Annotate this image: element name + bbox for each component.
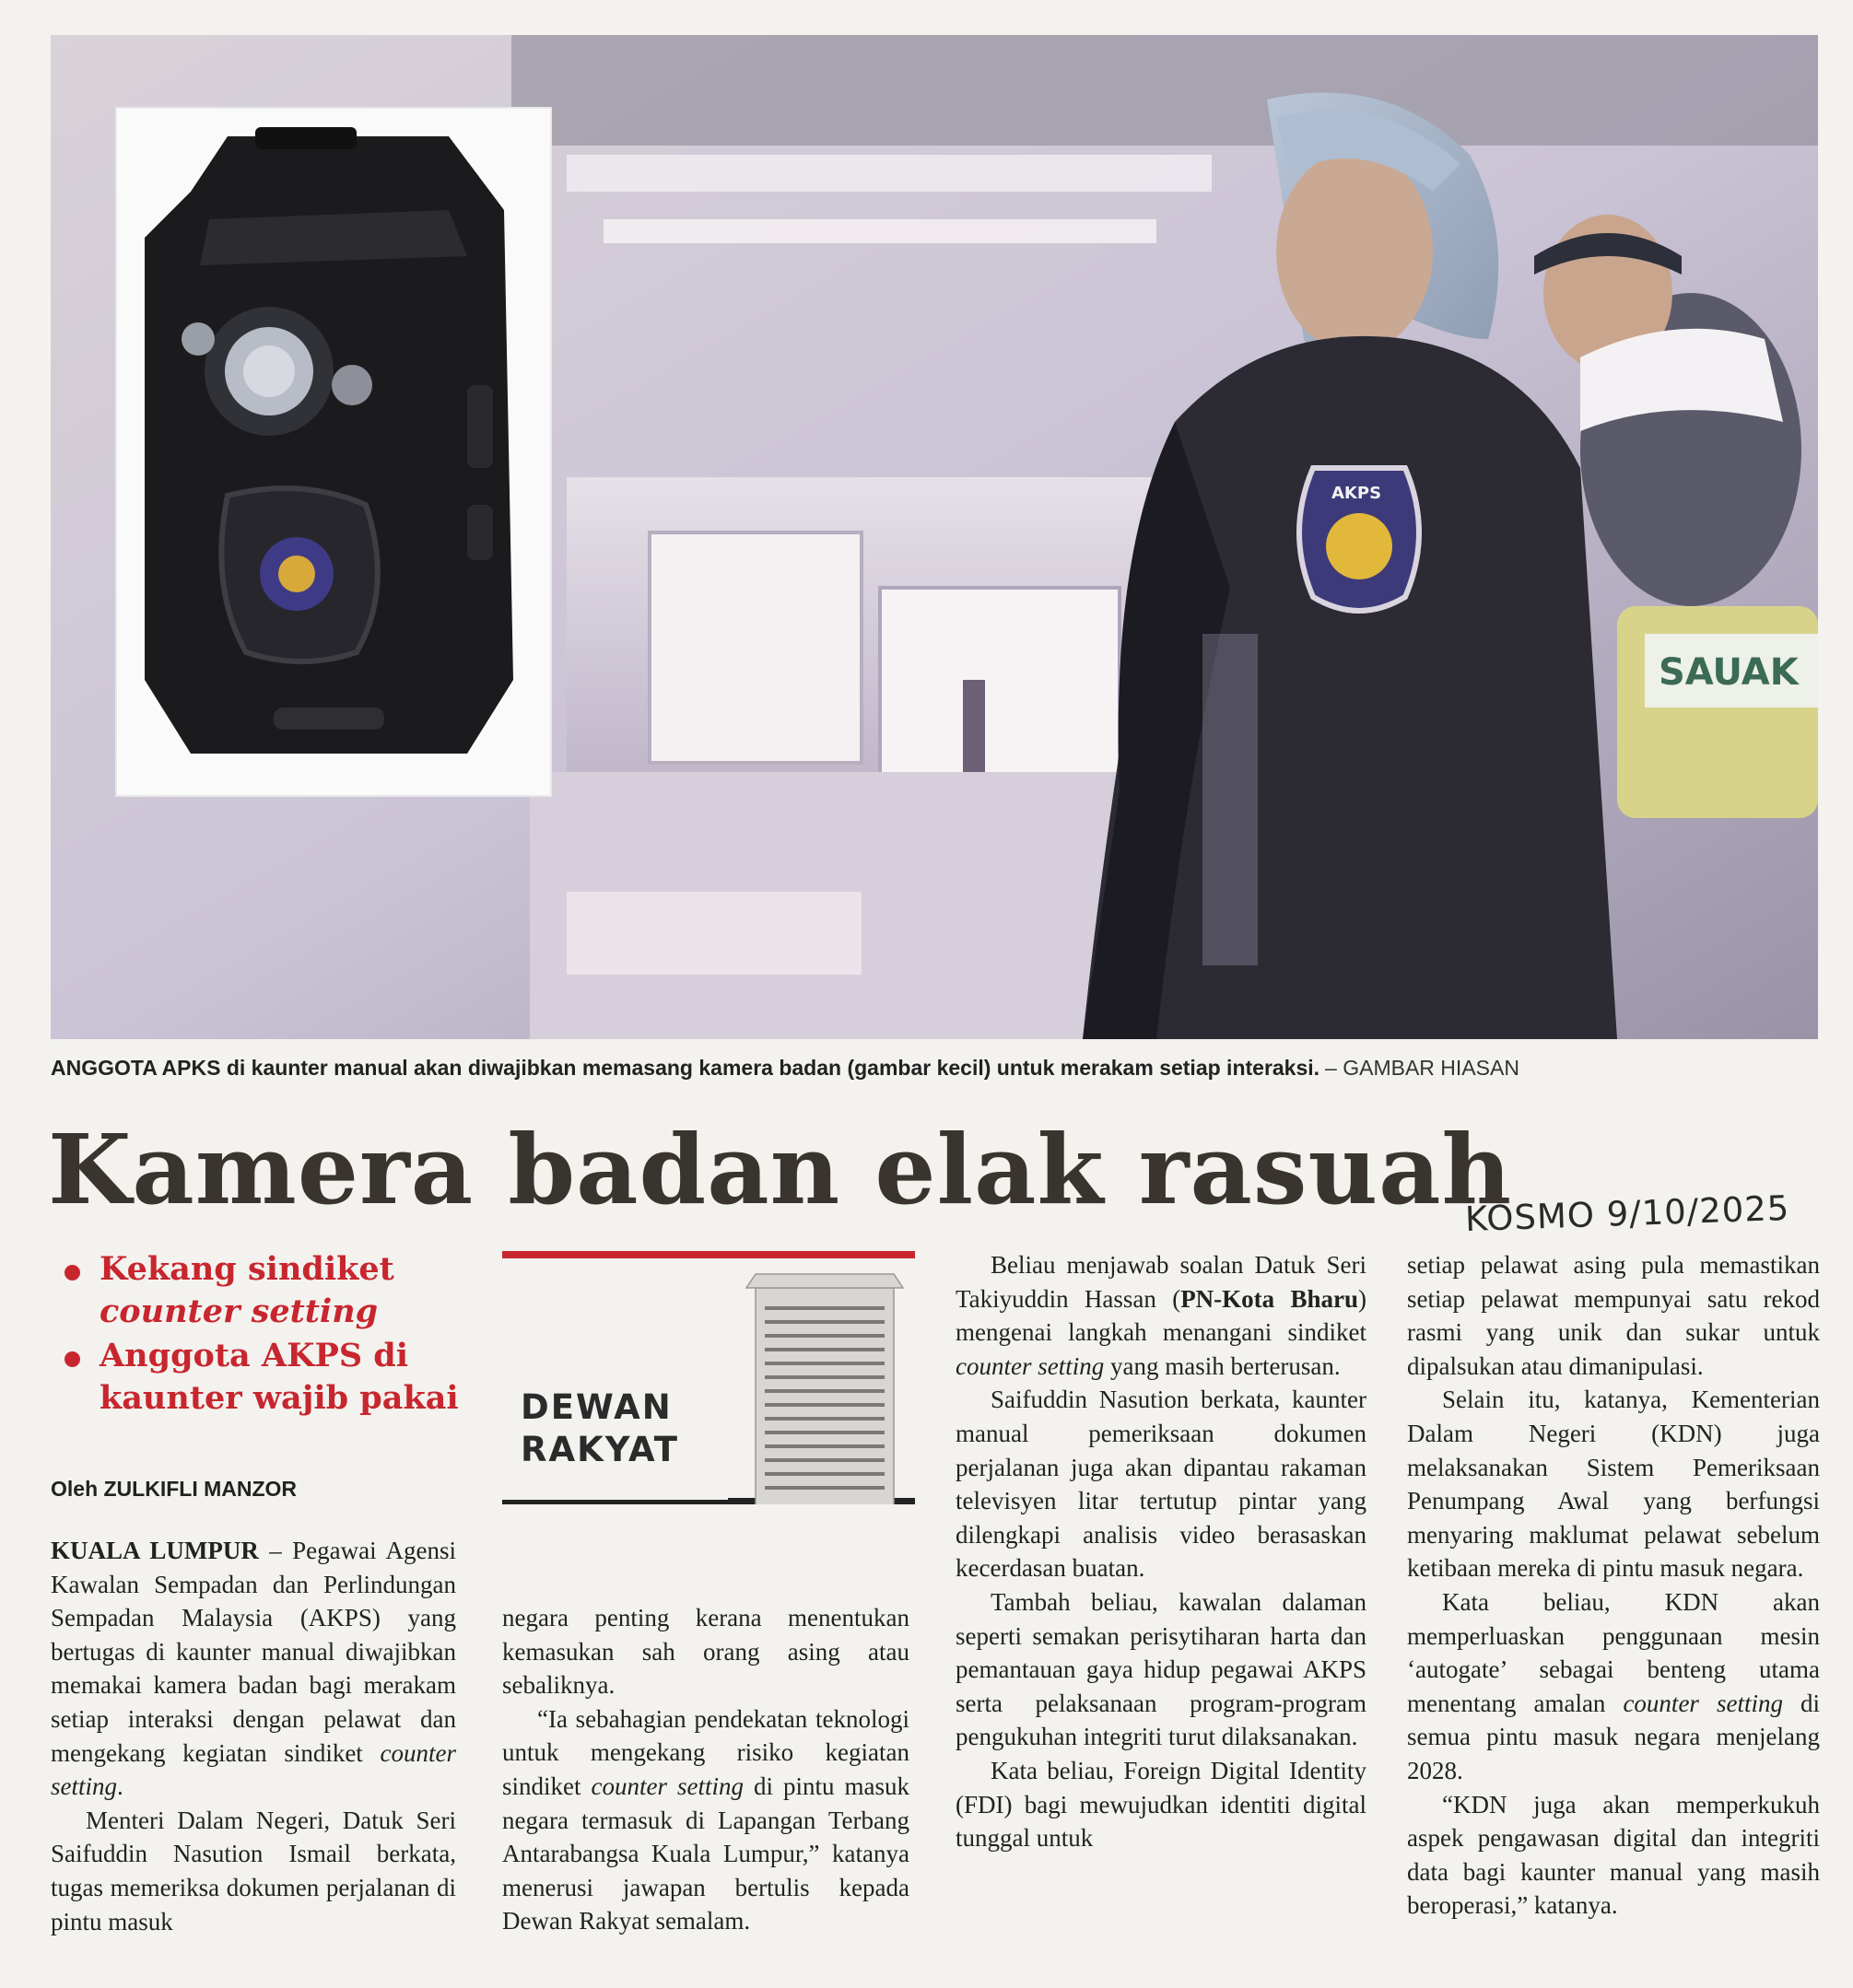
text-run: – Pegawai Agensi Kawalan Sempadan dan Perlindungan Sempadan Malaysia (AKPS) yang bertugas di kaunter manual diwajibkan memakai kamera badan bagi merakam setiap interaksi dengan pelawat dan mengekang kegiatan sindiket — [51, 1537, 456, 1767]
text-run: counter setting — [1623, 1689, 1783, 1717]
article-column-2 — [502, 1601, 909, 1938]
dateline: KUALA LUMPUR — [51, 1537, 259, 1564]
paragraph: Menteri Dalam Negeri, Datuk Seri Saifuddin Nasution Ismail berkata, tugas memeriksa dokumen perjalanan di pintu masuk — [51, 1806, 456, 1935]
highlight-2-line2: kaunter wajib pakai — [100, 1379, 459, 1417]
highlight-2 — [100, 1335, 459, 1420]
paragraph: Tambah beliau, kawalan dalaman seperti semakan perisytiharan harta dan pemantauan gaya hidup pegawai AKPS serta pelaksanaan program-program pengukuhan integriti turut dilaksanakan. — [956, 1587, 1366, 1751]
paragraph: Selain itu, katanya, Kementerian Dalam Negeri (KDN) juga melaksanakan Sistem Pemeriksaan Penumpang Awal yang berfungsi menyaring maklumat pelawat sebelum ketibaan mereka di pintu masuk negara. — [1407, 1386, 1820, 1583]
photo-caption — [51, 1056, 1801, 1081]
bag-text: SAUAK — [1659, 651, 1799, 694]
headline: Kamera badan elak rasuah — [48, 1113, 1513, 1226]
handwritten-date-note: KOSMO 9/10/2025 — [1464, 1187, 1791, 1240]
paragraph: Kata beliau, Foreign Digital Identity (FDI) bagi mewujudkan identiti digital tunggal untuk — [956, 1756, 1366, 1853]
bullet-dot — [65, 1351, 80, 1367]
text-run: counter setting — [51, 1738, 456, 1801]
caption-credit: – GAMBAR HIASAN — [1325, 1056, 1519, 1080]
article-column-4 — [1407, 1248, 1820, 1923]
paragraph: negara penting kerana menentukan kemasukan sah orang asing atau sebaliknya. — [502, 1604, 909, 1700]
main-photo — [51, 35, 1818, 1039]
caption-text: ANGGOTA APKS di kaunter manual akan diwajibkan memasang kamera badan (gambar kecil) untuk merakam setiap interaksi. — [51, 1056, 1320, 1080]
section-label-line1: DEWAN — [521, 1387, 673, 1427]
highlight-1 — [100, 1248, 394, 1333]
text-run: counter setting — [591, 1772, 744, 1800]
text-run: Kata beliau, KDN akan memperluaskan penggunaan mesin ‘autogate’ sebagai benteng utama menentang amalan — [1407, 1587, 1820, 1717]
badge-text: AKPS — [1331, 484, 1382, 503]
paragraph — [502, 1702, 909, 1938]
highlight-2-line1: Anggota AKPS di — [100, 1337, 409, 1374]
text-run: Beliau menjawab soalan Datuk Seri Takiyuddin Hassan ( — [956, 1251, 1366, 1313]
text-run: . — [117, 1772, 123, 1801]
article-column-1 — [51, 1534, 456, 1938]
paragraph — [956, 1248, 1366, 1383]
paragraph: Saifuddin Nasution berkata, kaunter manual pemeriksaan dokumen perjalanan juga akan dipantau rakaman televisyen litar tertutup pintar yang dilengkapi analisis video berasaskan kecerdasan buatan. — [956, 1386, 1366, 1583]
highlight-1-line1: Kekang sindiket — [100, 1250, 394, 1288]
paragraph — [51, 1534, 456, 1804]
article-column-3 — [956, 1248, 1366, 1855]
paragraph — [1407, 1585, 1820, 1788]
body-camera-inset — [115, 107, 552, 797]
text-run: di pintu masuk negara termasuk di Lapangan Terbang Antarabangsa Kuala Lumpur,” katanya menerusi jawapan bertulis kepada Dewan Rakyat semalam. — [502, 1772, 909, 1935]
body-camera-icon — [117, 109, 550, 795]
text-run: “Ia sebahagian pendekatan teknologi untuk mengekang risiko kegiatan sindiket — [502, 1704, 909, 1800]
text-run: PN-Kota Bharu — [1180, 1284, 1358, 1313]
paragraph: “KDN juga akan memperkukuh aspek pengawasan digital dan integriti data bagi kaunter manual yang masih beroperasi,” katanya. — [1407, 1790, 1820, 1920]
text-run: ) mengenai langkah menangani sindiket — [956, 1284, 1366, 1347]
text-run: di semua pintu masuk negara menjelang 2028. — [1407, 1689, 1820, 1784]
byline: Oleh ZULKIFLI MANZOR — [51, 1477, 298, 1501]
text-run: counter setting — [956, 1351, 1105, 1380]
paragraph: setiap pelawat asing pula memastikan setiap pelawat mempunyai satu rekod rasmi yang unik dan sukar untuk dipalsukan atau dimanipulasi. — [1407, 1251, 1820, 1380]
bullet-dot — [65, 1265, 80, 1281]
text-run: yang masih berterusan. — [1104, 1351, 1341, 1380]
highlight-1-line2: counter setting — [100, 1292, 379, 1330]
section-label-line2: RAKYAT — [521, 1430, 680, 1469]
section-label — [521, 1386, 679, 1471]
